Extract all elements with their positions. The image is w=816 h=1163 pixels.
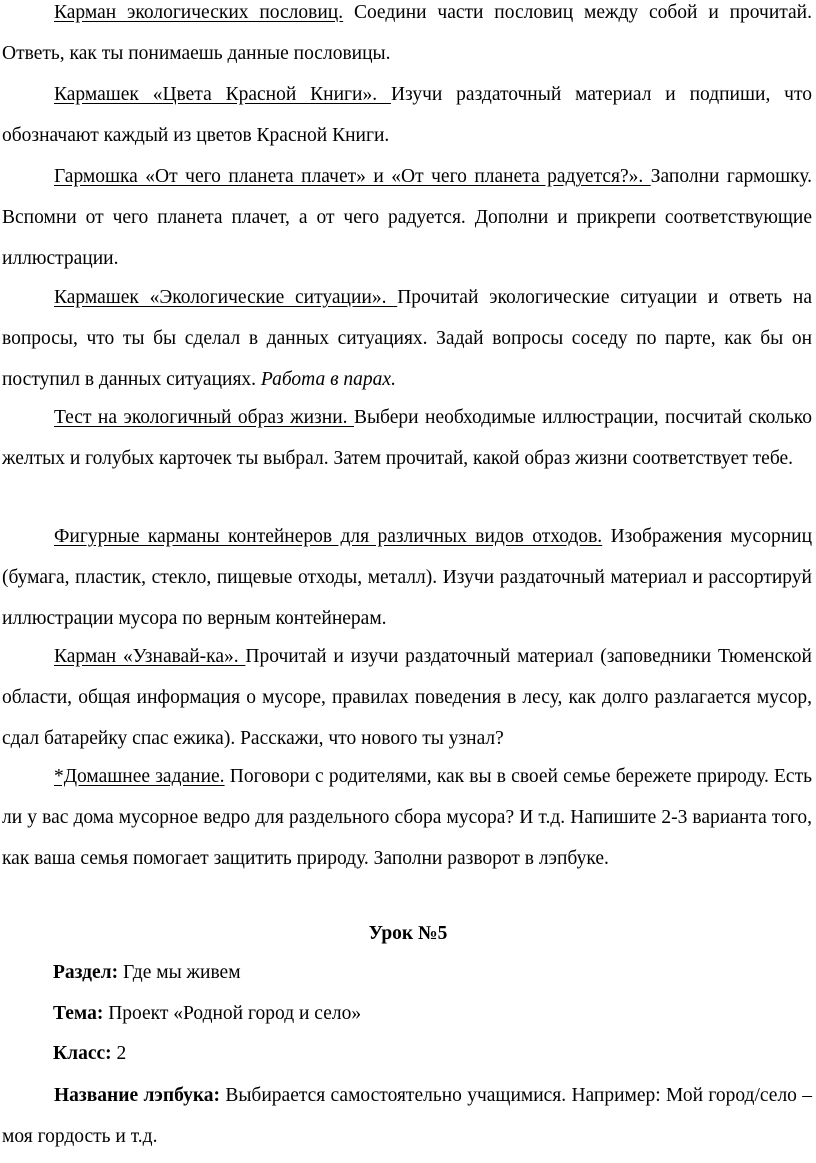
paragraph-title: *Домашнее задание.: [54, 766, 225, 787]
paragraph-text: Выбери необходимые иллюстрации, посчитай сколько желтых и голубых карточек ты выбрал. Затем прочитай, какой образ жизни соответствует тебе.: [2, 407, 812, 469]
paragraph-title: Кармашек «Цвета Красной Книги».: [54, 84, 391, 105]
lesson-section-value: Где мы живем: [118, 962, 241, 983]
lesson-class-label: Класс:: [53, 1043, 112, 1064]
lesson-heading: Урок №5: [368, 923, 448, 944]
lesson-lapbook-value: Выбирается самостоятельно учащимися. Например: Мой город/село – моя гордость и т.д.: [2, 1085, 812, 1147]
paragraph-text: Изучи раздаточный материал и подпиши, что обозначают каждый из цветов Красной Книги.: [2, 84, 813, 146]
paragraph-text: Прочитай экологические ситуации и ответь на вопросы, что ты бы сделал в данных ситуациях. Задай вопросы соседу по парте, как бы он поступил в данных ситуациях.: [2, 287, 812, 390]
paragraph-red-book-colors: [2, 74, 812, 156]
paragraph-title: Кармашек «Экологические ситуации».: [54, 287, 398, 308]
paragraph-text: Заполни гармошку. Вспомни от чего планета плачет, а от чего радуется. Дополни и прикрепи соответствующие иллюстрации.: [2, 166, 812, 269]
paragraph-title: Тест на экологичный образ жизни.: [54, 407, 354, 428]
paragraph-title: Карман «Узнавай-ка».: [54, 646, 246, 667]
paragraph-title: Карман экологических пословиц.: [54, 2, 344, 23]
lesson-lapbook-name: [2, 1075, 812, 1157]
paragraph-text: Изображения мусорниц (бумага, пластик, стекло, пищевые отходы, металл). Изучи раздаточный материал и рассортируй иллюстрации мусора по верным контейнерам.: [2, 526, 812, 629]
paragraph-planet-accordion: [2, 156, 812, 279]
paragraph-eco-lifestyle-test: [2, 397, 812, 479]
lesson-topic-value: Проект «Родной город и село»: [103, 1003, 362, 1024]
paragraph-homework: [2, 756, 812, 879]
lesson-lapbook-label: Название лэпбука:: [54, 1085, 221, 1106]
lesson-class: [53, 1033, 126, 1074]
paragraph-find-out-pocket: [2, 636, 812, 759]
paragraph-proverbs-pocket: [2, 0, 812, 74]
paragraph-text: Соедини части пословиц между собой и прочитай. Ответь, как ты понимаешь данные пословицы.: [2, 2, 812, 64]
paragraph-text: Прочитай и изучи раздаточный материал (заповедники Тюменской области, общая информация о мусоре, правилах поведения в лесу, как долго разлагается мусор, сдал батарейку спас ежика). Расскажи, что нового ты узнал?: [2, 646, 812, 749]
paragraph-italic-note: Работа в парах.: [260, 369, 396, 390]
paragraph-eco-situations: [2, 277, 812, 400]
paragraph-title: Фигурные карманы контейнеров для различных видов отходов.: [54, 526, 603, 547]
paragraph-title: Гармошка «От чего планета плачет» и «От чего планета радуется?».: [54, 166, 651, 187]
paragraph-waste-containers: [2, 516, 812, 639]
lesson-topic-label: Тема:: [53, 1003, 104, 1024]
lesson-section: [53, 952, 241, 993]
lesson-class-value: 2: [111, 1043, 127, 1064]
paragraph-text: Поговори с родителями, как вы в своей семье бережете природу. Есть ли у вас дома мусорное ведро для раздельного сбора мусора? И т.д. Напишите 2-3 варианта того, как ваша семья помогает защитить природу. Заполни разворот в лэпбуке.: [2, 766, 812, 869]
lesson-section-label: Раздел:: [53, 962, 119, 983]
lesson-topic: [53, 993, 361, 1034]
